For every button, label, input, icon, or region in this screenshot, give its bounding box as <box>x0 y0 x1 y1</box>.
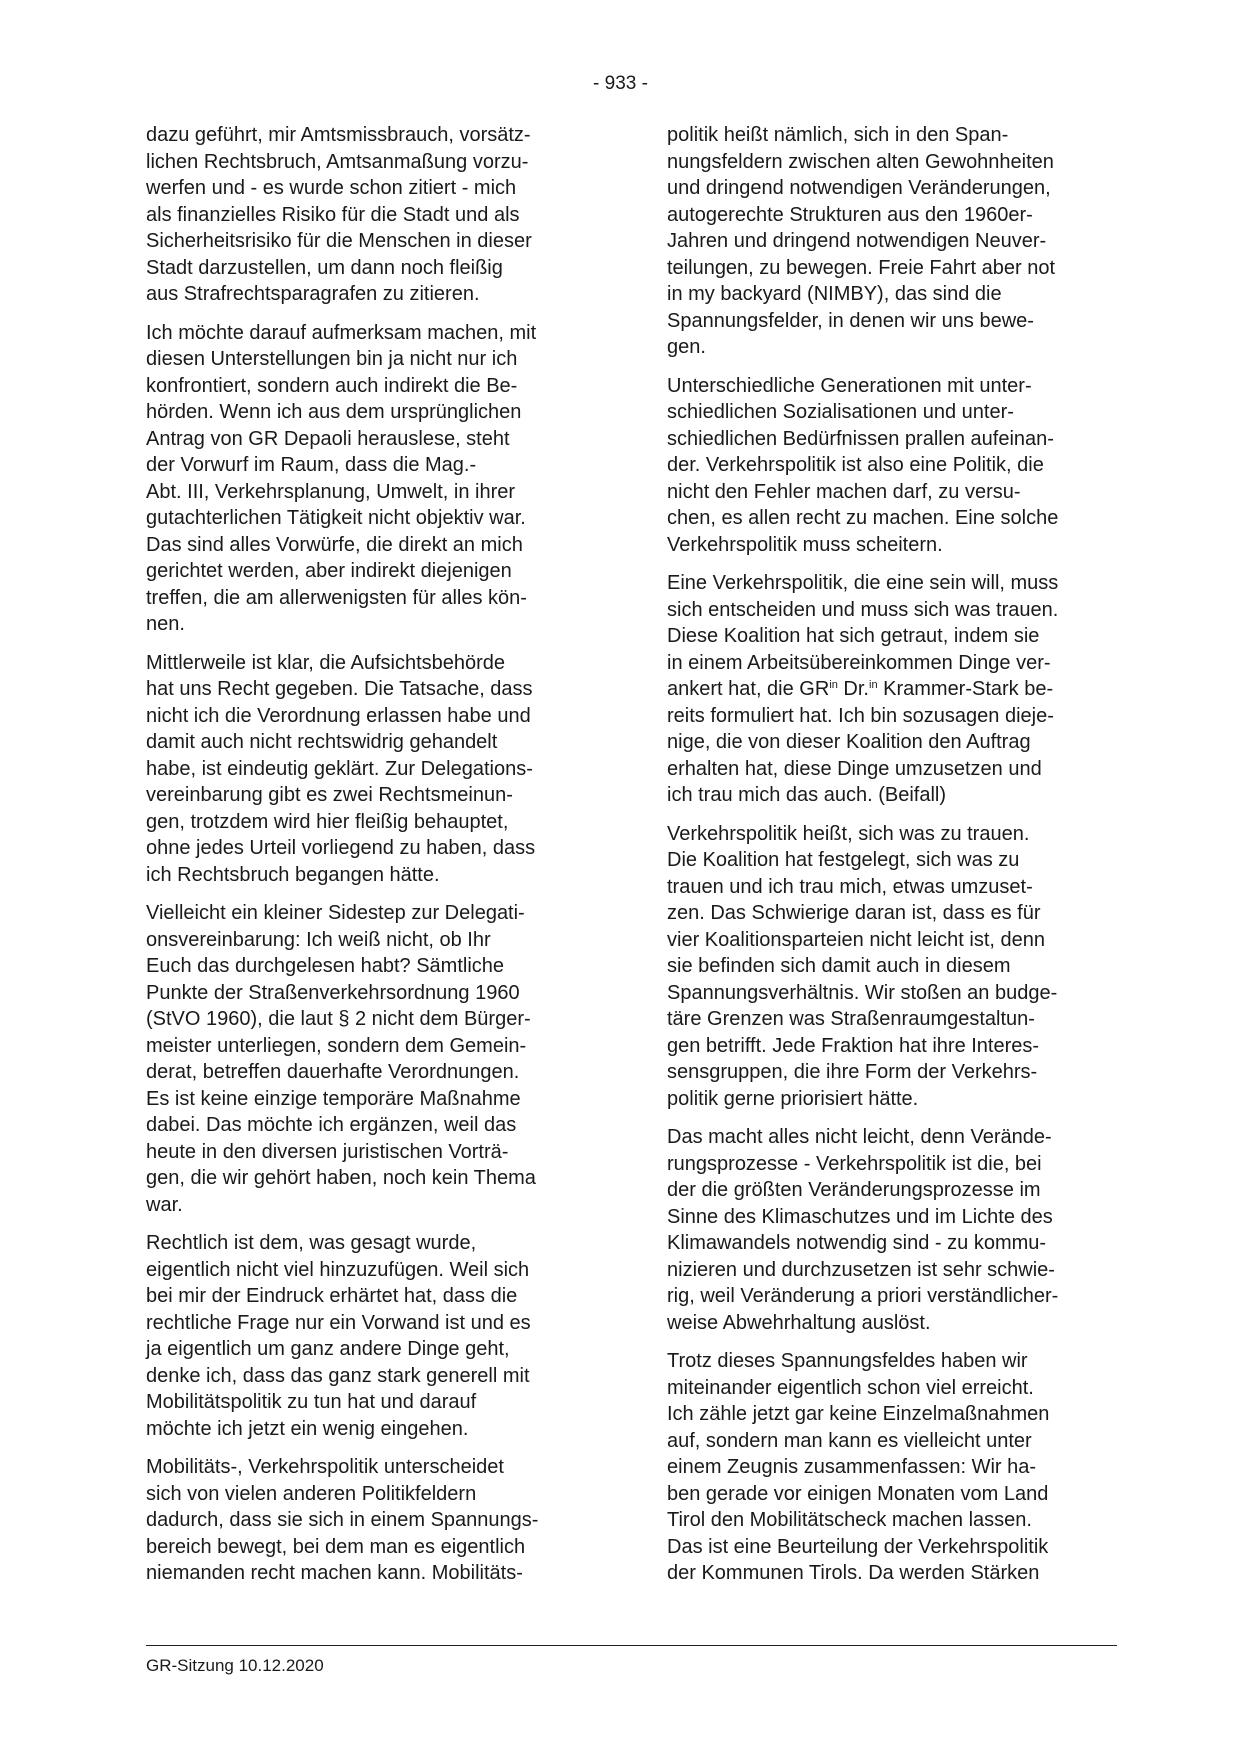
right-column-rest <box>667 821 1117 1587</box>
text-line: werfen und - es wurde schon zitiert - mich <box>146 177 517 199</box>
paragraph <box>667 373 1117 559</box>
footer-session-date: GR-Sitzung 10.12.2020 <box>146 1656 324 1675</box>
text-line: heute in den diversen juristischen Vorträ- <box>146 1140 509 1163</box>
text-line: Punkte der Straßenverkehrsordnung 1960 <box>146 981 520 1004</box>
text-line: ja eigentlich um ganz andere Dinge geht, <box>146 1338 510 1360</box>
paragraph <box>667 1124 1117 1336</box>
text-line: dabei. Das möchte ich ergänzen, weil das <box>146 1114 517 1136</box>
page-number: - 933 - <box>593 73 648 94</box>
text-line: Rechtlich ist dem, was gesagt wurde, <box>146 1232 477 1254</box>
text-line: vier Koalitionsparteien nicht leicht ist, denn <box>667 928 1045 951</box>
text-line: in einem Arbeitsübereinkommen Dinge ver- <box>667 651 1051 674</box>
text-line: erhalten hat, diese Dinge umzusetzen und <box>667 757 1042 780</box>
footer-divider <box>146 1645 1117 1646</box>
text-line: gutachterlichen Tätigkeit nicht objektiv war. <box>146 507 526 529</box>
text-line: damit auch nicht rechtswidrig gehandelt <box>146 731 498 753</box>
text-line <box>667 676 1117 703</box>
text-line: der. Verkehrspolitik ist also eine Politik, die <box>667 454 1044 476</box>
text-line: bereich bewegt, bei dem man es eigentlich <box>146 1535 526 1558</box>
text-line: ohne jedes Urteil vorliegend zu haben, dass <box>146 837 536 859</box>
paragraph <box>667 1348 1117 1587</box>
text-line: Antrag von GR Depaoli herauslese, steht <box>146 427 510 450</box>
text-line: Mittlerweile ist klar, die Aufsichtsbehörde <box>146 651 506 674</box>
text-line: eigentlich nicht viel hinzuzufügen. Weil sich <box>146 1258 530 1281</box>
text-line: und dringend notwendigen Veränderungen, <box>667 177 1051 199</box>
text-line: schiedlichen Bedürfnissen prallen aufeinan- <box>667 427 1054 450</box>
text-line: Das ist eine Beurteilung der Verkehrspolitik <box>667 1535 1049 1558</box>
text-line: trauen und ich trau mich, etwas umzuset- <box>667 875 1033 898</box>
text-line: Abt. III, Verkehrsplanung, Umwelt, in ihrer <box>146 480 516 503</box>
text-line: der Kommunen Tirols. Da werden Stärken <box>667 1562 1040 1584</box>
text-line: Klimawandels notwendig sind - zu kommu- <box>667 1232 1047 1254</box>
text-line: ich trau mich das auch. (Beifall) <box>667 784 947 806</box>
text-fragment: Dr. <box>837 678 869 700</box>
text-line: rechtliche Frage nur ein Vorwand ist und es <box>146 1311 531 1334</box>
text-line: Spannungsfelder, in denen wir uns bewe- <box>667 309 1034 332</box>
text-line: gerichtet werden, aber indirekt diejenigen <box>146 560 512 582</box>
text-line: Verkehrspolitik heißt, sich was zu trauen. <box>667 822 1030 845</box>
text-line: rungsprozesse - Verkehrspolitik ist die, bei <box>667 1152 1042 1175</box>
text-line: sensgruppen, die ihre Form der Verkehrs- <box>667 1061 1038 1083</box>
paragraph <box>146 650 596 889</box>
text-line: lichen Rechtsbruch, Amtsanmaßung vorzu- <box>146 150 529 173</box>
text-line: diesen Unterstellungen bin ja nicht nur ich <box>146 348 518 370</box>
text-line: habe, ist eindeutig geklärt. Zur Delegations- <box>146 757 533 780</box>
text-line: rig, weil Veränderung a priori verständlicher- <box>667 1285 1059 1307</box>
paragraph <box>146 122 596 308</box>
text-line: denke ich, dass das ganz stark generell mit <box>146 1364 530 1387</box>
text-line: Stadt darzustellen, um dann noch fleißig <box>146 256 503 279</box>
paragraph <box>146 900 596 1218</box>
text-line: ben gerade vor einigen Monaten vom Land <box>667 1482 1049 1505</box>
text-line: täre Grenzen was Straßenraumgestaltun- <box>667 1008 1035 1030</box>
text-line: der Vorwurf im Raum, dass die Mag.- <box>146 454 477 476</box>
text-line: teilungen, zu bewegen. Freie Fahrt aber not <box>667 256 1056 279</box>
superscript: in <box>829 679 838 691</box>
text-line: Das macht alles nicht leicht, denn Verände- <box>667 1126 1052 1148</box>
text-line: treffen, die am allerwenigsten für alles kön- <box>146 586 527 609</box>
paragraph <box>667 570 1117 809</box>
text-line: Diese Koalition hat sich getraut, indem sie <box>667 625 1040 647</box>
text-line: Ich möchte darauf aufmerksam machen, mit <box>146 321 537 344</box>
text-line: Die Koalition hat festgelegt, sich was zu <box>667 849 1020 871</box>
text-fragment: ankert hat, die GR <box>667 678 830 700</box>
text-line: war. <box>146 1193 183 1216</box>
text-line: Unterschiedliche Generationen mit unter- <box>667 374 1032 397</box>
text-line: nungsfeldern zwischen alten Gewohnheiten <box>667 150 1054 173</box>
text-line: Verkehrspolitik muss scheitern. <box>667 533 943 556</box>
text-line: als finanzielles Risiko für die Stadt und als <box>146 203 520 226</box>
text-line: sie befinden sich damit auch in diesem <box>667 955 1011 977</box>
text-line: Vielleicht ein kleiner Sidestep zur Delegati- <box>146 902 525 924</box>
text-line: (StVO 1960), die laut § 2 nicht dem Bürger- <box>146 1008 531 1030</box>
text-line: meister unterliegen, sondern dem Gemein- <box>146 1034 527 1057</box>
text-line: derat, betreffen dauerhafte Verordnungen. <box>146 1061 520 1083</box>
paragraph <box>667 821 1117 1113</box>
text-line: Eine Verkehrspolitik, die eine sein will, muss <box>667 572 1059 594</box>
text-line: reits formuliert hat. Ich bin sozusagen dieje- <box>667 704 1054 727</box>
text-line: politik gerne priorisiert hätte. <box>667 1087 919 1110</box>
text-line: nige, die von dieser Koalition den Auftrag <box>667 731 1031 753</box>
text-line: zen. Das Schwierige daran ist, dass es für <box>667 902 1041 924</box>
text-line: politik heißt nämlich, sich in den Span- <box>667 124 1009 146</box>
text-line: hat uns Recht gegeben. Die Tatsache, dass <box>146 678 533 700</box>
text-line: dazu geführt, mir Amtsmissbrauch, vorsätz- <box>146 124 531 146</box>
text-line: Euch das durchgelesen habt? Sämtliche <box>146 955 505 977</box>
text-line: nizieren und durchzusetzen ist sehr schwie- <box>667 1258 1055 1281</box>
text-line: miteinander eigentlich schon viel erreicht. <box>667 1376 1034 1399</box>
text-line: Tirol den Mobilitätscheck machen lassen. <box>667 1509 1032 1531</box>
text-line: gen betrifft. Jede Fraktion hat ihre Interes- <box>667 1034 1040 1057</box>
text-line: Spannungsverhältnis. Wir stoßen an budge- <box>667 981 1058 1004</box>
superscript: in <box>869 679 878 691</box>
text-line: onsvereinbarung: Ich weiß nicht, ob Ihr <box>146 928 491 951</box>
text-line: aus Strafrechtsparagrafen zu zitieren. <box>146 283 480 305</box>
paragraph <box>146 1230 596 1442</box>
text-line: Ich zähle jetzt gar keine Einzelmaßnahmen <box>667 1403 1050 1425</box>
text-line: nicht ich die Verordnung erlassen habe und <box>146 704 531 727</box>
text-line: möchte ich jetzt ein wenig eingehen. <box>146 1417 469 1440</box>
text-line: nen. <box>146 613 185 635</box>
left-column <box>146 122 596 1599</box>
text-line: einem Zeugnis zusammenfassen: Wir ha- <box>667 1456 1037 1478</box>
text-line: gen, trotzdem wird hier fleißig behauptet, <box>146 810 509 833</box>
paragraph <box>146 320 596 638</box>
text-line: konfrontiert, sondern auch indirekt die Be- <box>146 374 518 397</box>
text-line: vereinbarung gibt es zwei Rechtsmeinun- <box>146 784 513 806</box>
text-fragment: Krammer-Stark be- <box>877 678 1054 700</box>
text-line: Sicherheitsrisiko für die Menschen in dieser <box>146 230 532 252</box>
text-line: der die größten Veränderungsprozesse im <box>667 1179 1041 1201</box>
text-line: sich entscheiden und muss sich was trauen. <box>667 598 1059 621</box>
text-line: gen. <box>667 336 706 358</box>
text-line: gen, die wir gehört haben, noch kein Thema <box>146 1167 536 1189</box>
text-line: Mobilitätspolitik zu tun hat und darauf <box>146 1391 477 1413</box>
paragraph <box>667 122 1117 361</box>
right-column <box>667 122 1117 1599</box>
text-line: bei mir der Eindruck erhärtet hat, dass die <box>146 1285 518 1307</box>
text-line: Jahren und dringend notwendigen Neuver- <box>667 230 1047 252</box>
text-line: schiedlichen Sozialisationen und unter- <box>667 401 1014 423</box>
text-line: nicht den Fehler machen darf, zu versu- <box>667 480 1021 503</box>
text-line: auf, sondern man kann es vielleicht unter <box>667 1429 1032 1452</box>
text-line: sich von vielen anderen Politikfeldern <box>146 1482 477 1505</box>
text-line: hörden. Wenn ich aus dem ursprünglichen <box>146 401 522 423</box>
paragraph <box>146 1454 596 1587</box>
text-line: weise Abwehrhaltung auslöst. <box>667 1311 931 1334</box>
text-line: Das sind alles Vorwürfe, die direkt an mich <box>146 533 523 556</box>
text-line: in my backyard (NIMBY), das sind die <box>667 283 1002 305</box>
text-line: dadurch, dass sie sich in einem Spannungs- <box>146 1509 539 1531</box>
text-line: niemanden recht machen kann. Mobilitäts- <box>146 1562 523 1584</box>
text-line: Sinne des Klimaschutzes und im Lichte des <box>667 1205 1053 1228</box>
text-line: autogerechte Strukturen aus den 1960er- <box>667 203 1033 226</box>
text-line: Mobilitäts-, Verkehrspolitik unterscheidet <box>146 1456 504 1478</box>
text-line: Es ist keine einzige temporäre Maßnahme <box>146 1087 521 1110</box>
text-line: Trotz dieses Spannungsfeldes haben wir <box>667 1350 1028 1372</box>
text-line: ich Rechtsbruch begangen hätte. <box>146 863 440 886</box>
text-line: chen, es allen recht zu machen. Eine solche <box>667 507 1059 529</box>
